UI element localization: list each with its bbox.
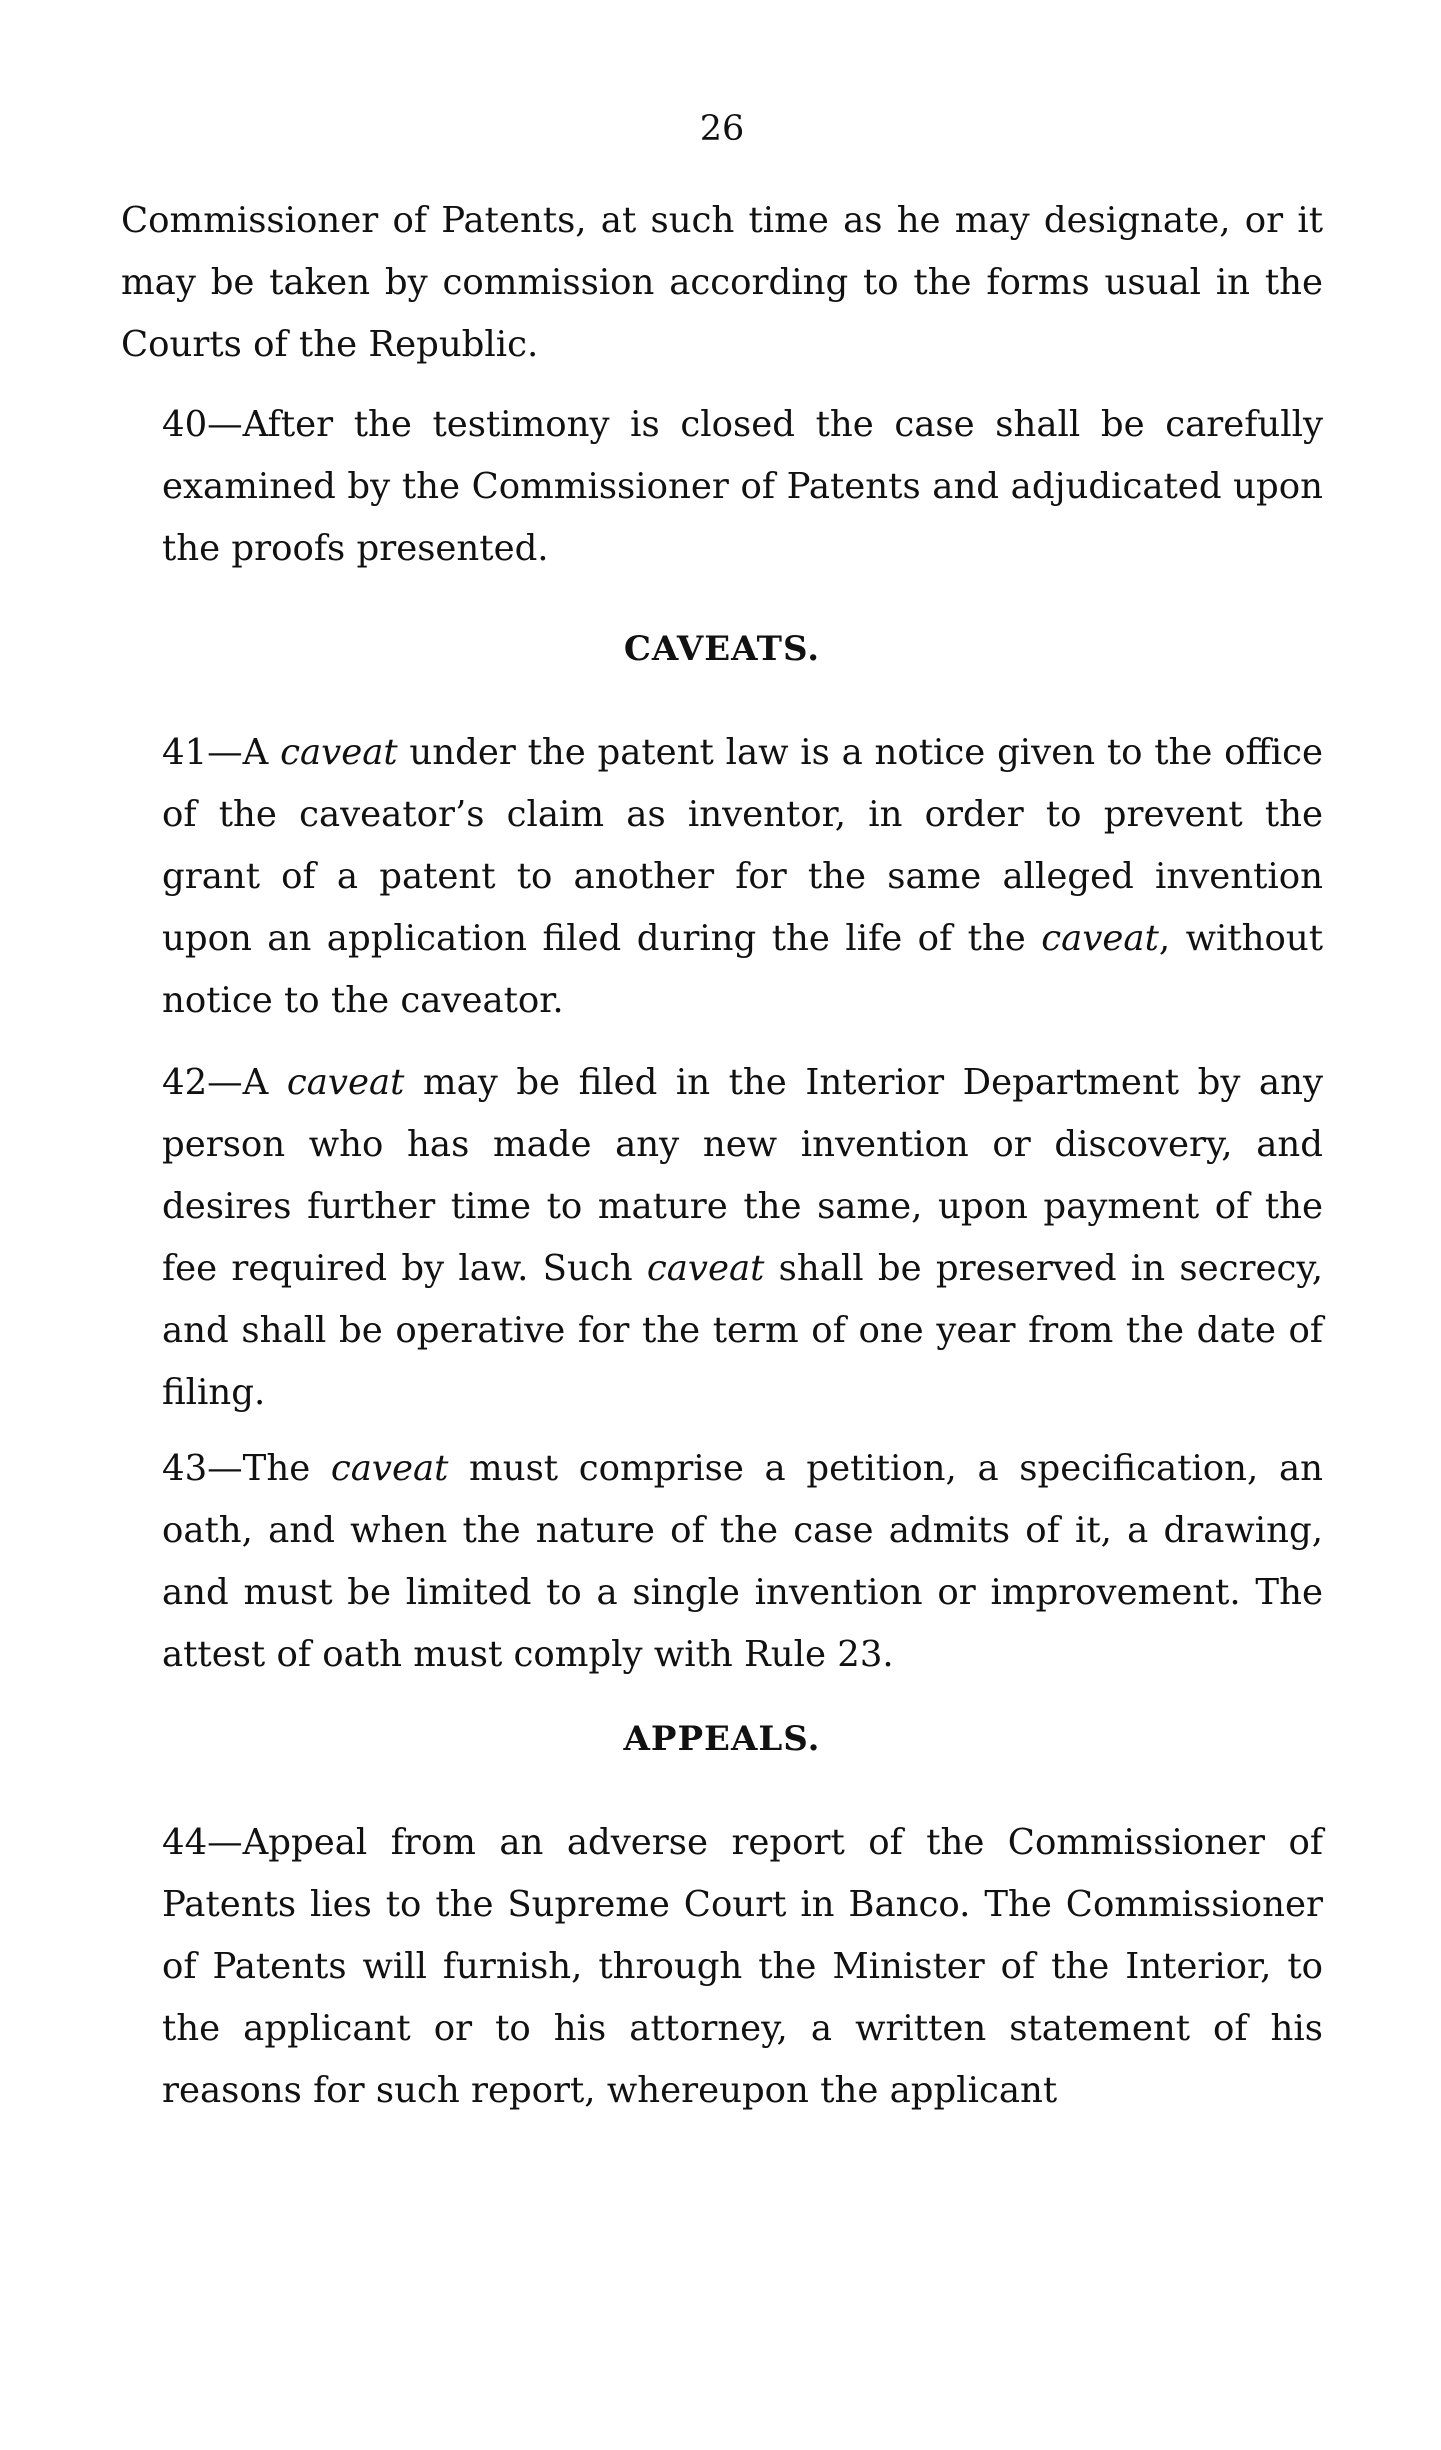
rule-44-paragraph: 44—Appeal from an adverse report of the Commissioner of Patents lies to the Supreme Court in Banco. The Commissioner of Patents will furnish, through the Minister of the Interior, to the applicant or to his attorney, a written statement of his reasons for such report, whereupon the applicant (162, 1822, 1323, 2111)
rule-42-paragraph (121, 1052, 1323, 1424)
rule-41-text-2: under the patent law is a notice given to the office of the caveator’s claim as inventor, in order to prevent the grant of a patent to another for the same alleged invention upon an application filed during the life of the (162, 732, 1323, 959)
rule-42-text-1: 42—A (162, 1062, 287, 1103)
rule-43-text-2: must comprise a petition, a specification, an oath, and when the nature of the case admits of it, a drawing, and must be limited to a single invention or improvement. The attest of oath must comply with Rule 23. (162, 1448, 1323, 1675)
rule-42-italic-2: caveat (646, 1248, 765, 1289)
rule-41-italic-1: caveat (280, 732, 398, 773)
section-heading-appeals: APPEALS. (623, 1719, 821, 1759)
rule-42-text-2: may be filed in the Interior Department by any person who has made any new invention or discovery, and desires further time to mature the same, upon payment of the fee required by law. Such (162, 1062, 1323, 1289)
rule-41-text-3: , without notice to the caveator. (162, 918, 1323, 1021)
rule-43-italic-1: caveat (330, 1448, 449, 1489)
section-heading-caveats: CAVEATS. (623, 629, 821, 669)
page-number: 26 (699, 109, 745, 149)
rule-40-paragraph: 40—After the testimony is closed the case shall be carefully examined by the Commissioner of Patents and adjudicated upon the proofs presented. (162, 404, 1323, 569)
rule-43-paragraph (121, 1438, 1323, 1686)
continuation-paragraph: Commissioner of Patents, at such time as he may designate, or it may be taken by commission according to the forms usual in the Courts of the Republic. (121, 200, 1323, 365)
rule-41-italic-2: caveat (1041, 918, 1159, 959)
rule-41-paragraph (121, 722, 1323, 1032)
rule-42-text-3: shall be preserved in secrecy, and shall be operative for the term of one year from the date of filing. (162, 1248, 1323, 1413)
rule-41-text-1: 41—A (162, 732, 281, 773)
rule-43-text-1: 43—The (162, 1448, 331, 1489)
rule-42-italic-1: caveat (286, 1062, 405, 1103)
